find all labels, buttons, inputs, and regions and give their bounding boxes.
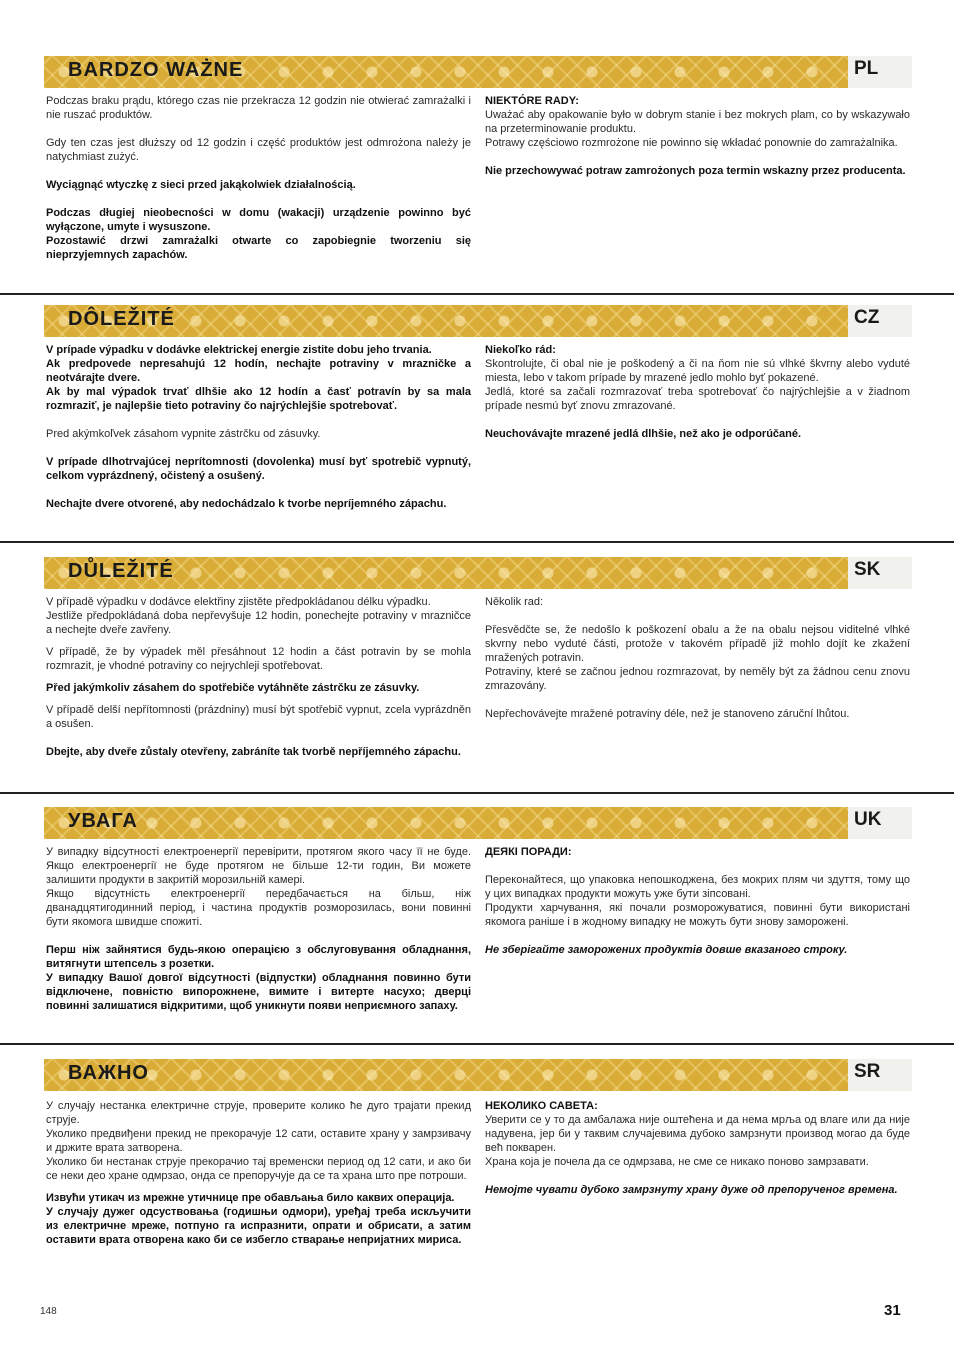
- paragraph: У випадку Вашої довгої відсутності (відпустки) обладнання повинно бути відключене, повністю випорожнене, вимите і витерте насухо; дверці повинні залишатися відкритими, щоб уникнути появи неприємного запаху.: [46, 972, 471, 1012]
- section-divider: [0, 1043, 954, 1045]
- section-banner: [44, 557, 912, 589]
- tips-heading: Několik rad:: [485, 596, 544, 608]
- paragraph: Переконайтеся, що упаковка непошкоджена, без мокрих плям чи здуття, тому що у цих випадках продукти можуть уже бути зіпсовані.: [485, 874, 910, 900]
- paragraph: Podczas długiej nieobecności w domu (wakacji) urządzenie powinno być wyłączone, umyte i wysuszone.: [46, 207, 471, 233]
- paragraph: Jestliže předpokládaná doba nepřevyšuje 12 hodin, ponechejte potraviny v mrazničce a nechejte dveře zavřeny.: [46, 610, 471, 636]
- left-column: [46, 1099, 471, 1247]
- paragraph: Не зберігайте заморожених продуктів довше вказаного строку.: [485, 944, 848, 956]
- right-column: [485, 1099, 910, 1197]
- tips-heading: ДЕЯКІ ПОРАДИ:: [485, 846, 572, 858]
- paragraph: Dbejte, aby dveře zůstaly otevřeny, zabráníte tak tvorbě nepříjemného zápachu.: [46, 746, 461, 758]
- language-tab: [848, 1059, 912, 1091]
- right-column: [485, 595, 910, 721]
- language-code: PL: [854, 58, 879, 79]
- paragraph: Продукти харчування, які почали розморожуватися, повинні бути використані якомога раніше і в жодному випадку не можуть бути знову заморожені.: [485, 902, 910, 928]
- paragraph: V případě, že by výpadek měl přesáhnout 12 hodin a část potravin by se mohla rozmrazit, je vhodné potraviny co nejrychleji spotřebovat.: [46, 646, 471, 672]
- paragraph: Wyciągnąć wtyczkę z sieci przed jakąkolwiek działalnością.: [46, 179, 356, 191]
- paragraph: Уколико би нестанак струје прекорачио тај временски период од 12 сати, и ако би се неки део хране одмрзао, онда се препоручује да се та храна што пре потроши.: [46, 1156, 471, 1182]
- paragraph: Немојте чувати дубоко замрзнуту храну дуже од препорученог времена.: [485, 1184, 898, 1196]
- paragraph: Перш ніж зайнятися будь-якою операцією з обслуговування обладнання, витягнути штепсель з розетки.: [46, 944, 471, 970]
- tips-heading: NIEKTÓRE RADY:: [485, 95, 579, 107]
- right-column: [485, 94, 910, 178]
- tips-heading: НЕКОЛИКО САВЕТА:: [485, 1100, 598, 1112]
- paragraph: Skontrolujte, či obal nie je poškodený a či na ňom nie sú vlhké škvrny alebo vyduté miesta, lebo v takom prípade by mrazené jedlo mohlo byť pokazené.: [485, 358, 910, 384]
- paragraph: Podczas braku prądu, którego czas nie przekracza 12 godzin nie otwierać zamrażalki i nie ruszać produktów.: [46, 95, 471, 121]
- paragraph: Pred akýmkoľvek zásahom vypnite zástrčku od zásuvky.: [46, 428, 321, 440]
- paragraph: Jedlá, ktoré sa začali rozmrazovať treba spotrebovať čo najrýchlejšie a v žiadnom prípade nesmú byť znovu zmrazované.: [485, 386, 910, 412]
- section-title: BARDZO WAŻNE: [68, 59, 244, 81]
- paragraph: Извући утикач из мрежне утичнице пре обављања било каквих операција.: [46, 1192, 455, 1204]
- section-title: ВАЖНО: [68, 1062, 149, 1084]
- paragraph: Уверити се у то да амбалажа није оштећена и да нема мрља од влаге или да није надувена, јер би у таквим случајевима дубоко замрзнути производ могао да буде већ покварен.: [485, 1114, 910, 1154]
- paragraph: Přesvědčte se, že nedošlo k poškození obalu a že na obalu nejsou viditelné vlhké skvrny nebo vyduté části, protože v takovém případě již mohlo dojít ke zkažení mražených potravin.: [485, 624, 910, 664]
- language-code: UK: [854, 809, 882, 830]
- paragraph: Potraviny, které se začnou jednou rozmrazovat, by neměly být za žádnou cenu znovu zmrazovány.: [485, 666, 910, 692]
- page-number: 31: [884, 1302, 901, 1319]
- section-title: DŮLEŽITÉ: [68, 560, 174, 582]
- paragraph: Před jakýmkoliv zásahem do spotřebiče vytáhněte zástrčku ze zásuvky.: [46, 682, 420, 694]
- section-title: DÔLEŽITÉ: [68, 308, 175, 330]
- paragraph: Якщо відсутність електроенергії передбачається на більш, ніж дванадцятигодинний період, і частина продуктів розморозилась, вони повинні бути якомога швидше спожиті.: [46, 888, 471, 928]
- paragraph: Nie przechowywać potraw zamrożonych poza termin wskazny przez producenta.: [485, 165, 906, 177]
- tips-heading: Niekoľko rád:: [485, 344, 556, 356]
- left-column: [46, 595, 471, 759]
- section-banner: [44, 807, 912, 839]
- section-divider: [0, 293, 954, 295]
- right-column: [485, 343, 910, 441]
- paragraph: V prípade dlhotrvajúcej neprítomnosti (dovolenka) musí byť spotrebič vypnutý, celkom vyprázdnený, očistený a osušený.: [46, 456, 471, 482]
- language-code: CZ: [854, 307, 880, 328]
- paragraph: V prípade výpadku v dodávke elektrickej energie zistite dobu jeho trvania.: [46, 344, 432, 356]
- language-tab: [848, 56, 912, 88]
- section-banner: [44, 1059, 912, 1091]
- left-column: [46, 845, 471, 1013]
- language-tab: [848, 557, 912, 589]
- paragraph: Храна која је почела да се одмрзава, не сме се никако поново замрзавати.: [485, 1156, 869, 1168]
- paragraph: V případě výpadku v dodávce elektřiny zjistěte předpokládanou délku výpadku.: [46, 596, 431, 608]
- paragraph: Уколико предвиђени прекид не прекорачује 12 сати, оставите храну у замрзивачу и држите врата затворена.: [46, 1128, 471, 1154]
- section-banner: [44, 305, 912, 337]
- paragraph: Nepřechovávejte mražené potraviny déle, než je stanoveno záruční lhůtou.: [485, 708, 850, 720]
- paragraph: Nechajte dvere otvorené, aby nedochádzalo k tvorbe nepríjemného zápachu.: [46, 498, 447, 510]
- right-column: [485, 845, 910, 957]
- section-banner: [44, 56, 912, 88]
- paragraph: У случају нестанка електричне струје, проверите колико ће дуго трајати прекид струје.: [46, 1100, 471, 1126]
- language-tab: [848, 807, 912, 839]
- paragraph: Ak by mal výpadok trvať dlhšie ako 12 hodín a časť potravín by sa mala rozmraziť, je najlepšie tieto potraviny čo najrýchlejšie spotrebovať.: [46, 386, 471, 412]
- paragraph: У випадку відсутності електроенергії перевірити, протягом якого часу її не буде. Якщо електроенергії не буде протягом не більше 12-ти годин, Ви можете залишити продукти в закритій морозильній камері.: [46, 846, 471, 886]
- language-code: SR: [854, 1061, 881, 1082]
- paragraph: Pozostawić drzwi zamrażalki otwarte co zapobiegnie tworzeniu się nieprzyjemnych zapachów.: [46, 235, 471, 261]
- paragraph: Uważać aby opakowanie było w dobrym stanie i bez mokrych plam, co by wskazywało na przeterminowanie produktu.: [485, 109, 910, 135]
- footer-number: 148: [40, 1306, 57, 1317]
- section-divider: [0, 792, 954, 794]
- paragraph: Potrawy częściowo rozmrożone nie powinno się wkładać ponownie do zamrażalnika.: [485, 137, 898, 149]
- left-column: [46, 94, 471, 262]
- left-column: [46, 343, 471, 511]
- language-code: SK: [854, 559, 881, 580]
- paragraph: Gdy ten czas jest dłuższy od 12 godzin i część produktów jest odmrożona należy je natychmiast zużyć.: [46, 137, 471, 163]
- paragraph: V případě delší nepřítomnosti (prázdniny) musí být spotřebič vypnut, zcela vyprázdněn a osušen.: [46, 704, 471, 730]
- section-divider: [0, 541, 954, 543]
- paragraph: Neuchovávajte mrazené jedlá dlhšie, než ako je odporúčané.: [485, 428, 802, 440]
- paragraph: У случају дужег одсуствовања (годишњи одмори), уређај треба искључити из електричне мреже, потпуно га испразнити, опрати и обрисати, а затим оставити врата отворена како би се избегло стварање непријатних мириса.: [46, 1206, 471, 1246]
- paragraph: Ak predpovede nepresahujú 12 hodín, nechajte potraviny v mrazničke a neotvárajte dvere.: [46, 358, 471, 384]
- language-tab: [848, 305, 912, 337]
- section-title: УВАГА: [68, 810, 138, 832]
